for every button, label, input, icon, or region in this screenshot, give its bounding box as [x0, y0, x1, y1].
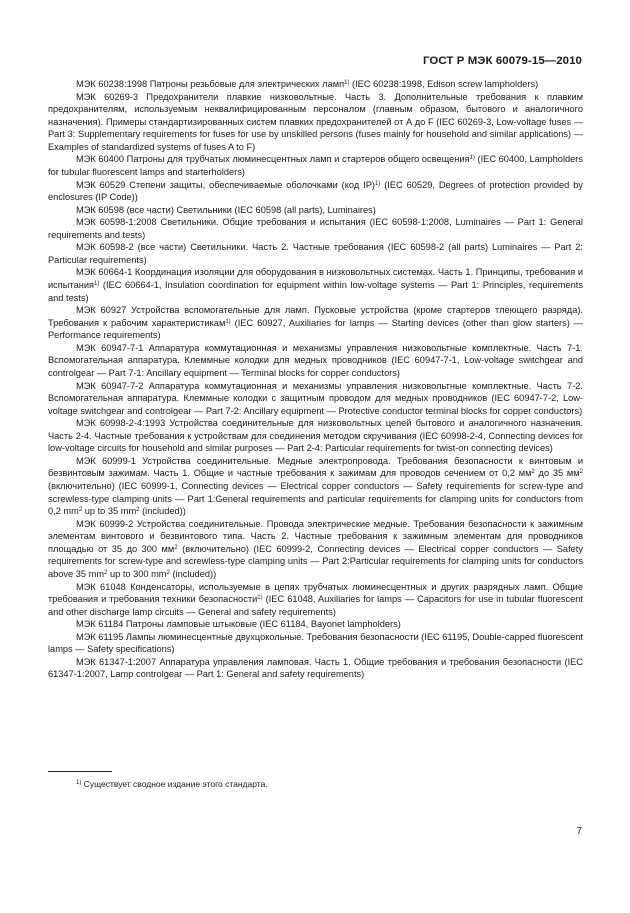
entry-text: МЭК 61195 Лампы люминесцентные двухцокольные. Требования безопасности (IEC 61195, Double-capped fluorescent lamps — Safety specifications)	[48, 631, 583, 655]
superscript: 1)	[257, 595, 263, 602]
reference-entry	[48, 581, 583, 619]
entry-text: МЭК 60269-3 Предохранители плавкие низковольтные. Часть 3. Дополнительные требования к плавким предохранителям, используемым неквалифицированным персоналом (главным образом, бытового и аналогичного назначения). Примеры стандартизированных систем плавких предохранителей от А до F (IEC 60269-3, Low-voltage fuses — Part 3: Supplementary requirements for fuses for use by unskilled persons (fuses mainly for household and similar applications) — Examples of standardized systems of fuses A to F)	[48, 91, 583, 152]
superscript: 2	[136, 507, 140, 514]
entry-text: (included))	[169, 568, 217, 579]
reference-entry	[48, 179, 583, 204]
entry-text: (IEC 60664-1, Insulation coordination for equipment within low-voltage systems — Part 1: Principles, requirements and tests)	[48, 280, 583, 303]
entry-text: (IEC 60529, Degrees of protection provided by enclosures (IP Code))	[48, 179, 583, 203]
footnote	[76, 779, 268, 789]
entry-text: МЭК 61347-1:2007 Аппаратура управления ламповая. Часть 1. Общие требования и требования безопасности (IEC 61347-1:2007, Lamp controlgear — Part 1: General and safety requirements)	[48, 656, 583, 680]
superscript: 1)	[469, 155, 475, 162]
entry-text: МЭК 60598-1:2008 Светильники. Общие требования и испытания (IEC 60598-1:2008, Luminaires — Part 1: General requirements and tests)	[48, 217, 583, 240]
reference-entry	[48, 216, 583, 241]
reference-entry	[48, 380, 583, 418]
entry-text: МЭК 60664-1 Координация изоляции для оборудования в низковольтных системах. Часть 1. Принципы, требования и испытания	[48, 267, 583, 290]
reference-entry	[48, 78, 583, 91]
footnote-divider	[48, 771, 112, 772]
entry-text: (IEC 60927, Auxiliaries for lamps — Starting devices (other than glow starters) — Performance requirements)	[48, 317, 584, 341]
entry-text: (IEC 60238:1998, Edison screw lampholders)	[349, 79, 539, 89]
superscript: 2	[531, 469, 535, 476]
entry-text: МЭК 60598-2 (все части) Светильники. Часть 2. Частные требования (IEC 60598-2 (all parts) Luminaires — Part 2: Particular requirements)	[48, 242, 583, 265]
reference-entry	[48, 417, 583, 455]
entry-text: МЭК 60598 (все части) Светильники (IEC 60598 (all parts), Luminaires)	[76, 204, 376, 215]
superscript: 1)	[225, 318, 231, 325]
superscript: 1)	[94, 281, 100, 287]
entry-text: МЭК 60999-2 Устройства соединительные. Провода электрические медные. Требования безопасности к зажимным элементам винтового и безвинтового типа. Часть 2. Частные требования к зажимным элементам для проводников площадью от 35 до 300 мм	[48, 518, 583, 554]
entry-text: МЭК 61184 Патроны ламповые штыковые (IEC 61184, Bayonet lampholders)	[76, 619, 401, 630]
entry-text: up to 300 mm	[107, 568, 167, 579]
reference-entry	[48, 631, 583, 656]
reference-list	[48, 78, 583, 681]
entry-text: МЭК 61048 Конденсаторы, используемые в цепях трубчатых люминесцентных и других разрядных ламп. Общие требования и требования техники безопасности	[48, 581, 583, 605]
entry-text: МЭК 60998-2-4:1993 Устройства соединительные для низковольтных цепей бытового и аналогичного назначения. Часть 2-4. Частные требования к устройствам для соединения методом скручивания (IEC 60998-2-4, Connecting devices for low-voltage circuits for household and similar purposes — Part 2-4: Particular requirements for twist-on connecting devices)	[48, 418, 583, 454]
reference-entry	[48, 153, 583, 178]
superscript: 1)	[344, 80, 350, 86]
superscript: 1)	[374, 180, 381, 187]
entry-text: МЭК 60400 Патроны для трубчатых люминесцентных ламп и стартеров общего освещения	[76, 154, 470, 165]
entry-text: up to 35 mm	[82, 506, 137, 517]
reference-entry	[48, 241, 583, 266]
reference-entry	[48, 266, 583, 304]
reference-entry	[48, 91, 583, 154]
superscript: 2	[579, 469, 583, 476]
entry-text: МЭК 60529 Степени защиты, обеспечиваемые оболочками (код IP)	[76, 179, 375, 190]
reference-entry	[48, 204, 583, 217]
page-number: 7	[576, 826, 582, 837]
entry-text: МЭК 60927 Устройства вспомогательные для ламп. Пусковые устройства (кроме стартеров тлеющего разряда). Требования к рабочим характеристикам	[48, 305, 583, 328]
entry-text: МЭК 60999-1 Устройства соединительные. Медные электропровода. Требования безопасности к винтовым и безвинтовым зажимам. Часть 1. Общие и частные требования к зажимам для проводов сечением от 0,2 мм	[48, 455, 583, 479]
reference-entry	[48, 342, 583, 380]
entry-text: до 35 мм	[534, 468, 580, 479]
entry-text: (включительно) (IEC 60999-1, Connecting devices — Electrical copper conductors — Safety requirements for screw-type and screwless-type clamping units — Part 1:General requirements and particular requirements for clamping units for conductors from 0,2 mm	[48, 481, 583, 517]
reference-entry	[48, 455, 583, 518]
superscript: 2	[174, 544, 178, 551]
entry-text: (включительно) (IEC 60999-2, Connecting devices — Electrical copper conductors — Safety requirements for screw-type and screwless-type clamping units — Part 2:Particular requirements for clamping units for conductors above 35 mm	[48, 543, 583, 579]
entry-text: (IEC 60400, Lampholders for tubular fluorescent lamps and starterholders)	[48, 154, 583, 177]
footnote-marker: 1)	[76, 780, 82, 786]
superscript: 2	[78, 507, 83, 514]
footnote-text: Существует сводное издание этого стандарта.	[81, 779, 268, 789]
reference-entry	[48, 656, 583, 681]
entry-text: МЭК 60238:1998 Патроны резьбовые для электрических ламп	[76, 79, 345, 89]
document-header: ГОСТ Р МЭК 60079-15—2010	[423, 55, 582, 67]
entry-text: (IEC 61048, Auxiliaries for lamps — Capacitors for use in tubular fluorescent and other discharge lamp circuits — General and safety requirements)	[48, 594, 583, 617]
reference-entry	[48, 618, 583, 631]
reference-entry	[48, 304, 583, 342]
superscript: 2	[104, 569, 108, 576]
reference-entry	[48, 518, 583, 581]
entry-text: МЭК 60947-7-2 Аппаратура коммутационная и механизмы управления низковольтные комплектные. Часть 7-2. Вспомогательная аппаратура. Клеммные колодки с защитным проводом для медных проводников (IEC 60947-7-2, Low-voltage switchgear and controlgear — Part 7-2: Ancillary equipment — Protective conductor terminal blocks for copper conductors)	[48, 380, 583, 416]
entry-text: МЭК 60947-7-1 Аппаратура коммутационная и механизмы управления низковольтные комплектные. Часть 7-1. Вспомогательная аппаратура. Клеммные колодки для медных проводников (IEC 60947-7-1, Low-voltage switchgear and controlgear — Part 7-1: Ancillary equipment — Terminal blocks for copper conductors)	[48, 342, 583, 378]
entry-text: (included))	[139, 506, 186, 517]
superscript: 2	[166, 569, 170, 576]
